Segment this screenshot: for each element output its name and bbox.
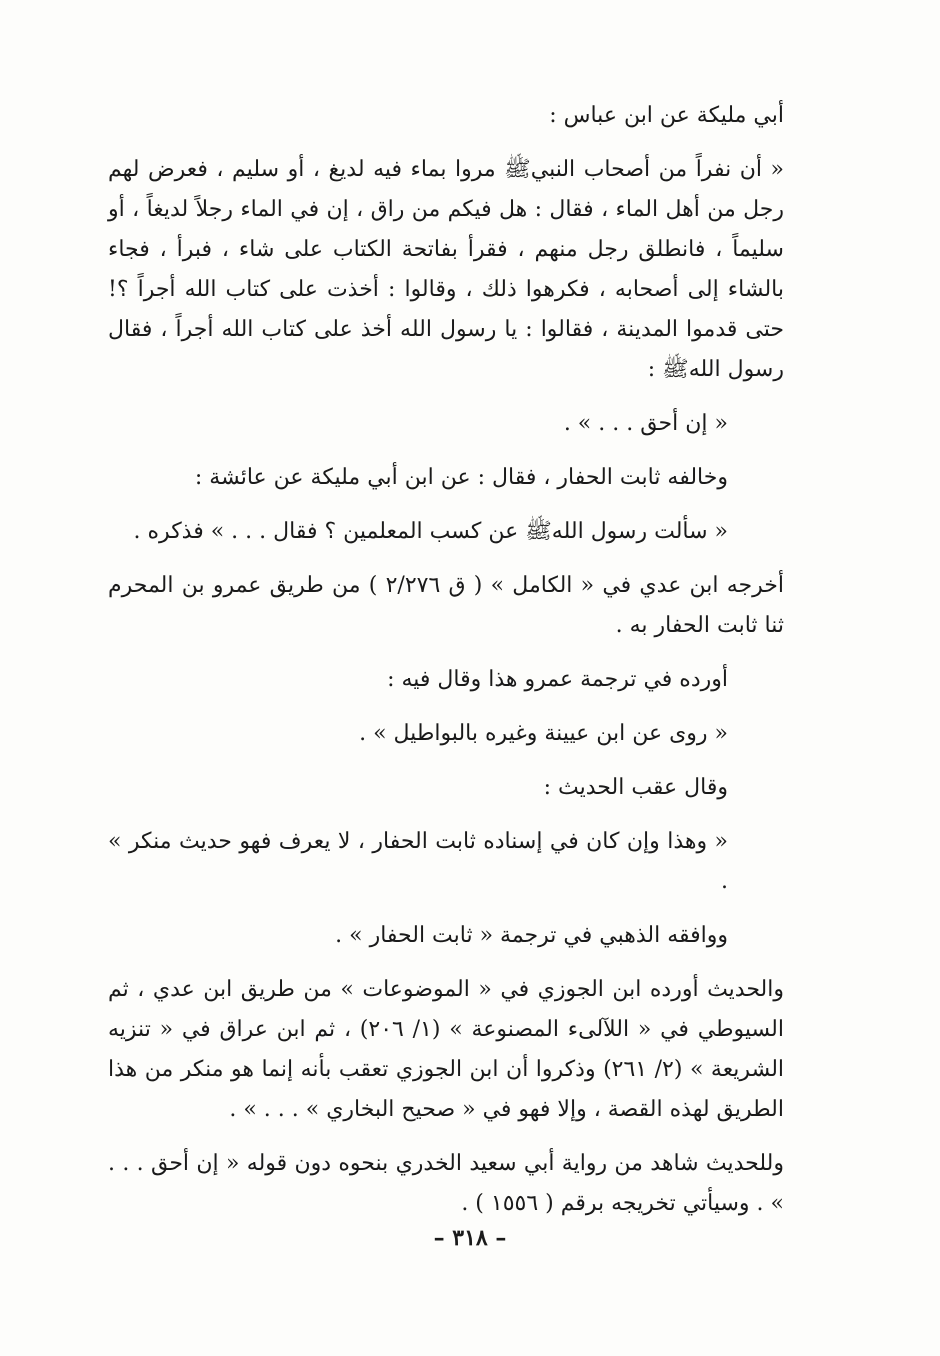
paragraph-aisha-quote: « سألت رسول اللهﷺ عن كسب المعلمين ؟ فقال . . . » فذكره . xyxy=(133,519,728,544)
paragraph-hadith-ibn-abbas: « أن نفراً من أصحاب النبيﷺ مروا بماء فيه لديغ ، أو سليم ، فعرض لهم رجل من أهل الماء ، فقال : هل فيكم من راق ، إن في الماء رجلاً لديغاً ، أو سليماً ، فانطلق رجل منهم ، فقرأ بفاتحة الكتاب على شاء ، فبرأ ، فجاء بالشاء إلى أصحابه ، فكرهوا ذلك ، وقالوا : أخذت على كتاب الله أجراً ؟! حتى قدموا المدينة ، فقالوا : يا رسول الله أخذ على كتاب الله أجراً ، فقال رسول اللهﷺ : xyxy=(108,157,784,382)
paragraph-intro: أبي مليكة عن ابن عباس : xyxy=(549,103,784,128)
paragraph-ibn-adi-source: أخرجه ابن عدي في « الكامل » ( ق ٢/٢٧٦ ) من طريق عمرو بن المحرم ثنا ثابت الحفار به . xyxy=(108,573,784,638)
paragraph-bawatil-quote: « روى عن ابن عيينة وغيره بالبواطيل » . xyxy=(359,721,728,746)
paragraph-quote-inna-ahaqq: « إن أحق . . . » . xyxy=(563,411,728,436)
paragraph-munkar-quote: « وهذا وإن كان في إسناده ثابت الحفار ، لا يعرف فهو حديث منكر » . xyxy=(108,829,728,894)
paragraph-mawduat: والحديث أورده ابن الجوزي في « الموضوعات » من طريق ابن عدي ، ثم السيوطي في « اللآلىء المصنوعة » (١/ ٢٠٦) ، ثم ابن عراق في « تنزيه الشريعة » (٢/ ٢٦١) وذكروا أن ابن الجوزي تعقب بأنه إنما هو منكر من هذا الطريق لهذه القصة ، وإلا فهو في « صحيح البخاري » . . . » . xyxy=(108,977,785,1122)
page-number: – ٣١٨ – xyxy=(433,1225,507,1251)
paragraph-after-hadith: وقال عقب الحديث : xyxy=(543,775,728,800)
paragraph-thabit-variant: وخالفه ثابت الحفار ، فقال : عن ابن أبي مليكة عن عائشة : xyxy=(194,465,728,490)
paragraph-tarjama: أورده في ترجمة عمرو هذا وقال فيه : xyxy=(387,667,728,692)
paragraph-shahid: وللحديث شاهد من رواية أبي سعيد الخدري بنحوه دون قوله « إن أحق . . . » . وسيأتي تخريجه برقم ( ١٥٥٦ ) . xyxy=(108,1151,784,1216)
body-text xyxy=(108,96,784,1238)
paragraph-dhahabi: ووافقه الذهبي في ترجمة « ثابت الحفار » . xyxy=(335,923,728,948)
